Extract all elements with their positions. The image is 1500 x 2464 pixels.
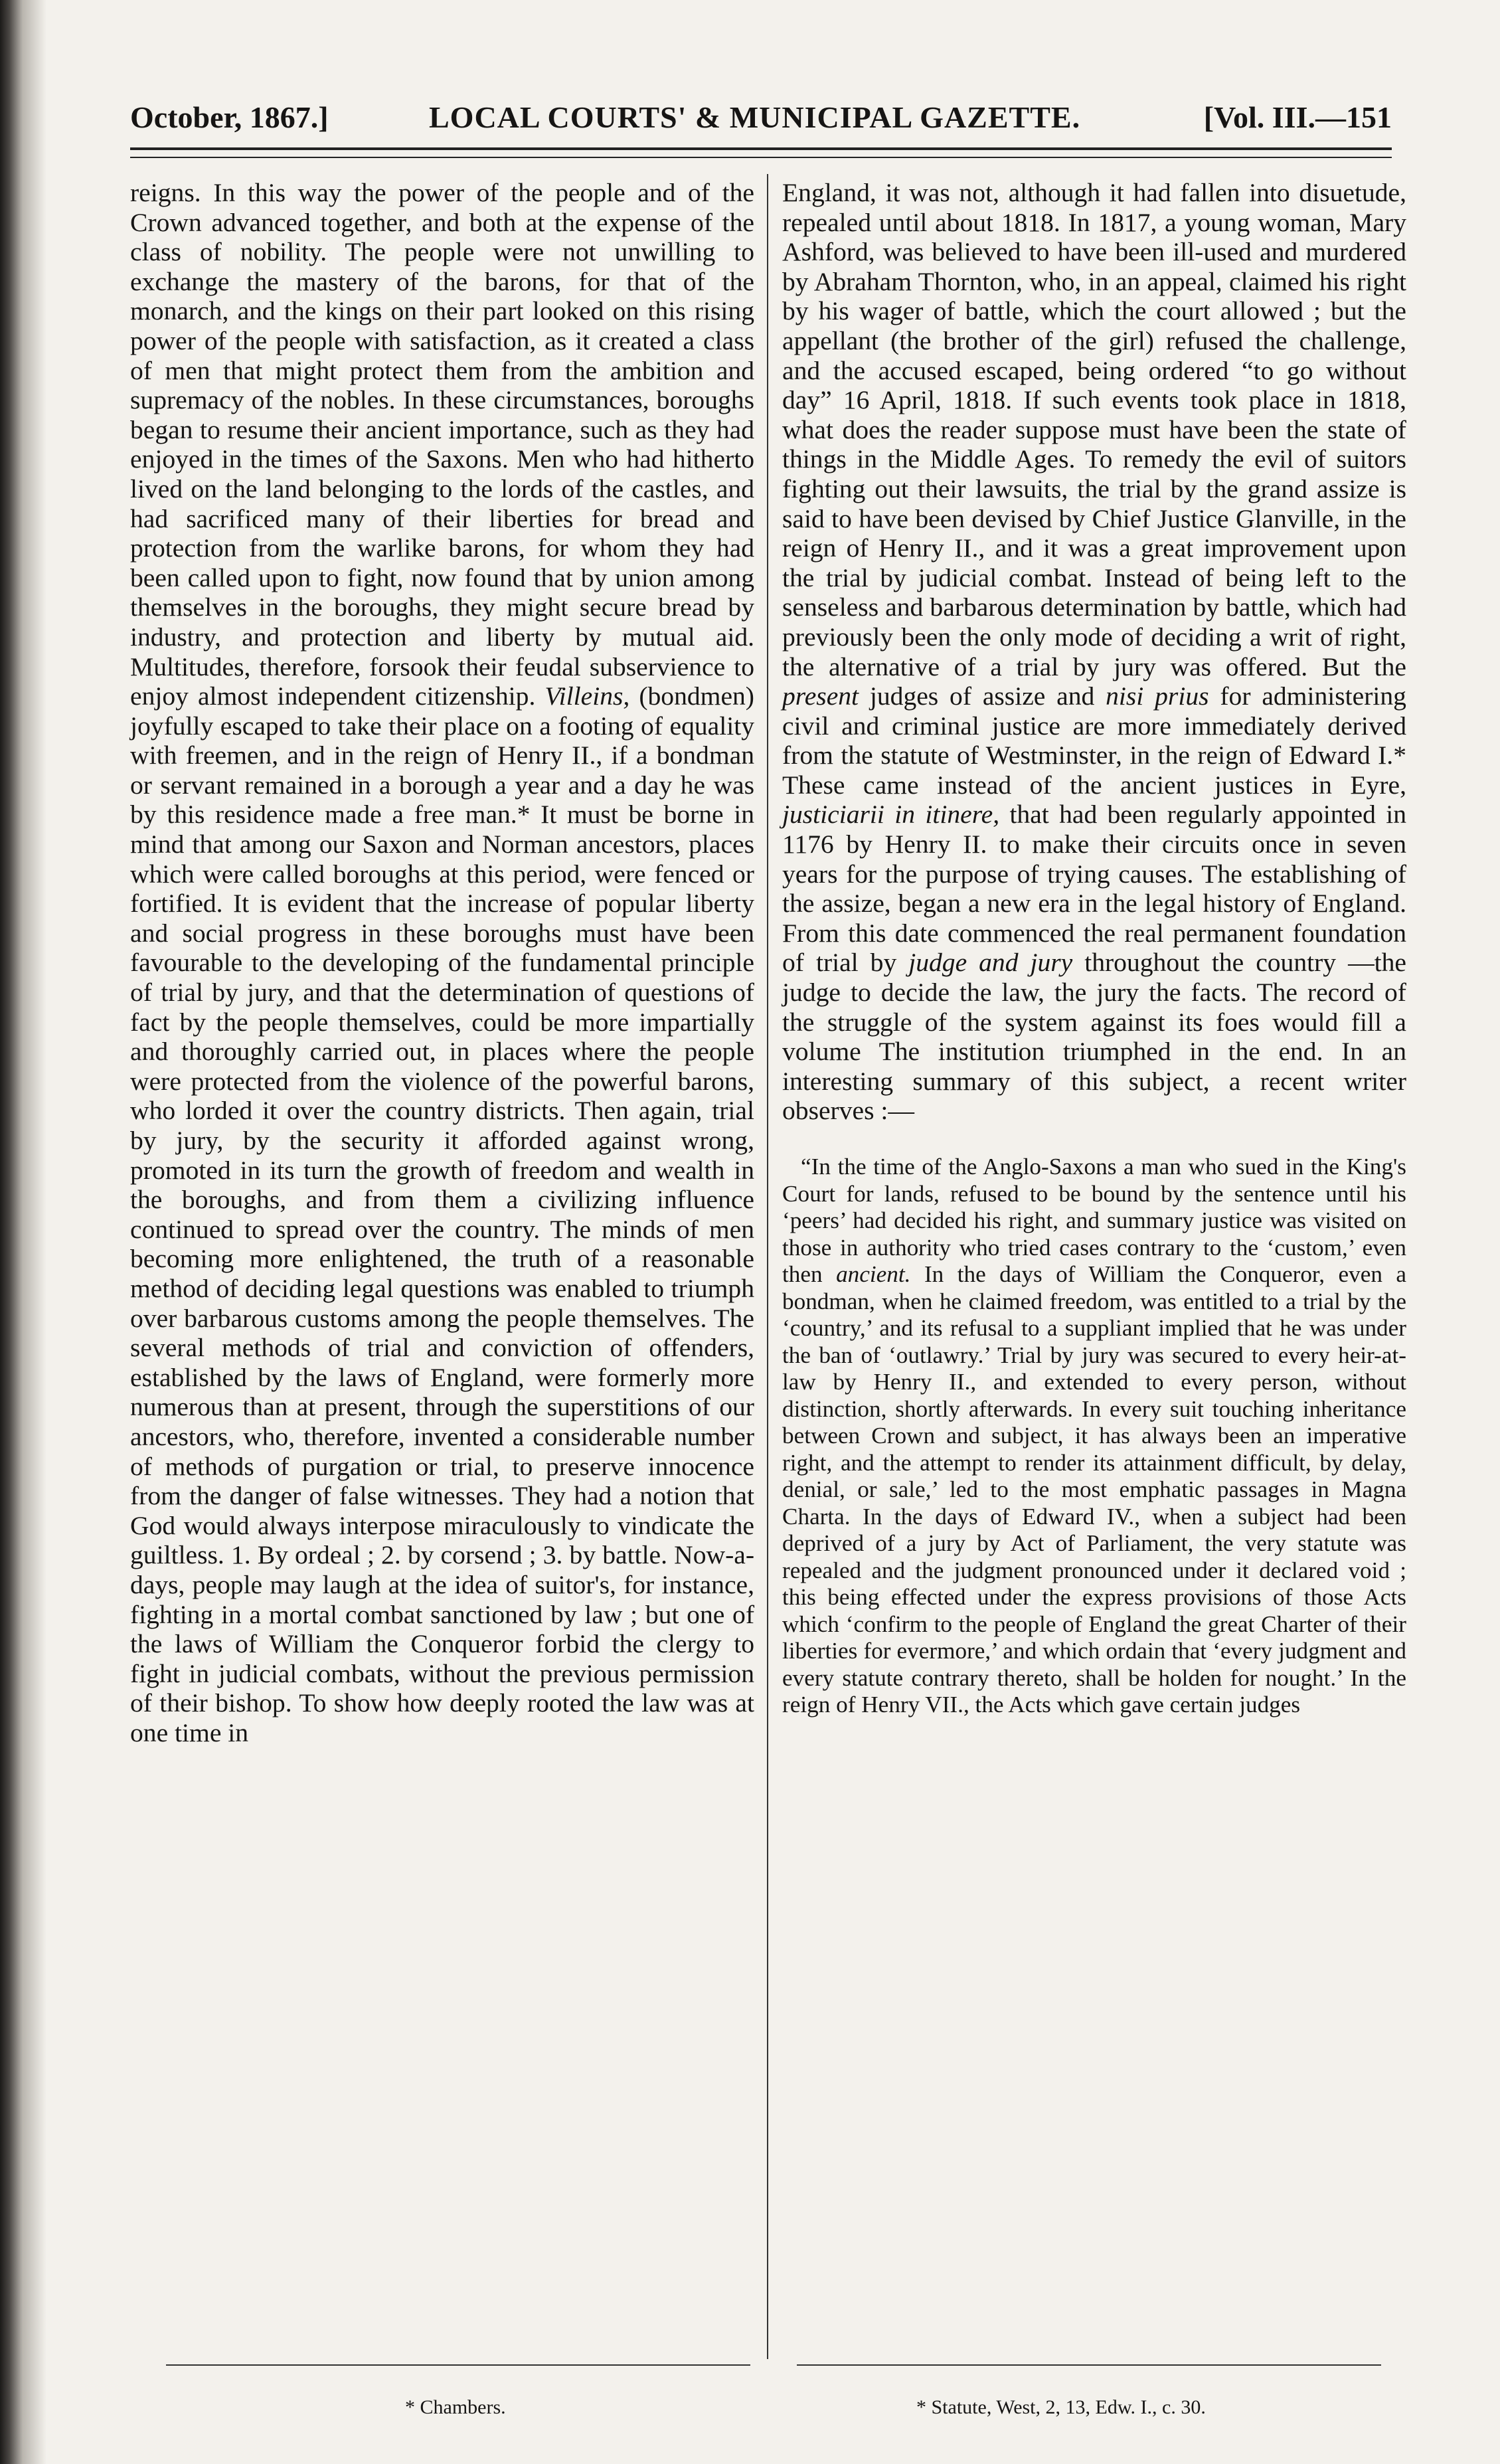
block-quote (782, 1154, 1406, 1719)
footnote-right: * Statute, West, 2, 13, Edw. I., c. 30. (916, 2396, 1206, 2418)
footnote-left: * Chambers. (405, 2396, 506, 2418)
header-volume: [Vol. III.—151 (1203, 100, 1392, 134)
right-text-c: for administering civil and criminal justice are more immediately derived from the statute of Westminster, in the reign of Edward I.* These came instead of the ancient justices in Eyre, (782, 681, 1406, 800)
left-text-2: (bondmen) joyfully escaped to take their place on a footing of equality with freemen, and in the reign of Henry II., if a bondman or servant remained in a borough a year and a day he was by this residence made a free man.* It must be borne in mind that among our Saxon and Norman ancestors, places which were called boroughs at this period, were fenced or fortified. It is evident that the increase of popular liberty and social progress in these boroughs must have been favourable to the developing of the fundamental principle of trial by jury, and that the determination of questions of fact by the people themselves, could be more impartially and thoroughly carried out, in places where the people were protected from the violence of the powerful barons, who lorded it over the country districts. Then again, trial by jury, by the security it afforded against wrong, promoted in its turn the growth of freedom and wealth in the boroughs, and from them a civilizing influence continued to spread over the country. The minds of men becoming more enlightened, the truth of a reasonable method of deciding legal questions was enabled to triumph over barbarous customs among the people themselves. The several methods of trial and conviction of offenders, established by the laws of England, were formerly more numerous than at present, through the superstitions of our ancestors, who, therefore, invented a considerable number of methods of purgation or trial, to preserve innocence from the danger of false witnesses. They had a notion that God would always interpose miraculously to vindicate the guiltless. 1. By ordeal ; 2. by corsend ; 3. by battle. Now-a-days, people may laugh at the idea of suitor's, for instance, fighting in a mortal combat sanctioned by law ; but one of the laws of William the Conqueror forbid the clergy to fight in judicial combats, without the previous permission of their bishop. To show how deeply rooted the law was at one time in (130, 681, 754, 1747)
quote-italic-ancient: ancient. (836, 1261, 911, 1287)
right-text-b: judges of assize and (869, 681, 1095, 711)
right-column (782, 178, 1406, 1719)
right-text-d: that had been regularly appointed in 1176 by Henry II. to make their circuits once in seven years for the purpose of trying causes. The establishing of the assize, began a new era in the legal history of England. From this date commenced the real permanent foundation of trial by (782, 800, 1406, 978)
right-text-e: throughout the country —the judge to decide the law, the jury the facts. The record of the struggle of the system against its foes would fill a volume The institution triumphed in the end. In an interesting summary of this subject, a recent writer observes :— (782, 948, 1406, 1126)
footnote-rule-left (166, 2364, 750, 2366)
right-italic-justiciarii: justiciarii in itinere, (782, 800, 1000, 830)
left-italic-villeins: Villeins, (544, 681, 630, 711)
left-paragraph (130, 178, 754, 1747)
right-italic-nisi-prius: nisi prius (1106, 681, 1209, 711)
quote-text-a: “In the time of the Anglo-Saxons a man who sued in the King's Court for lands, refused to be bound by the sentence until his ‘peers’ had decided his right, and summary justice was visited on those in authority who tried cases contrary to the ‘custom,’ even then (782, 1154, 1406, 1287)
quote-text-b: In the days of William the Conqueror, even a bondman, when he claimed freedom, was entitled to a trial by the ‘country,’ and its refusal to a suppliant implied that he was under the ban of ‘outlawry.’ Trial by jury was secured to every heir-at-law by Henry II., and extended to every person, without distinction, shortly afterwards. In every suit touching inheritance between Crown and subject, it has always been an imperative right, and the attempt to render its attainment difficult, by delay, denial, or sale,’ led to the most emphatic passages in Magna Charta. In the days of Edward IV., when a subject had been deprived of a jury by Act of Parliament, the very statute was repealed and the judgment pronounced under it declared void ; this being effected under the express provisions of those Acts which ‘confirm to the people of England the great Charter of their liberties for evermore,’ and which ordain that ‘every judgment and every statute contrary thereto, shall be holden for nought.’ In the reign of Henry VII., the Acts which gave certain judges (782, 1261, 1407, 1717)
right-italic-present: present (782, 681, 859, 711)
footnote-rule-right (797, 2364, 1381, 2366)
right-italic-judge-and-jury: judge and jury (908, 948, 1073, 978)
scan-edge (0, 0, 46, 2464)
column-divider (767, 174, 768, 2359)
header-rule (130, 147, 1392, 150)
header-date: October, 1867.] (130, 100, 329, 134)
header-title: LOCAL COURTS' & MUNICIPAL GAZETTE. (429, 100, 1081, 134)
header-rule-thin (130, 157, 1392, 158)
page-header (130, 100, 1392, 153)
right-paragraph (782, 178, 1406, 1126)
left-text-1: reigns. In this way the power of the people and of the Crown advanced together, and both at the expense of the class of nobility. The people were not unwilling to exchange the mastery of the barons, for that of the monarch, and the kings on their part looked on this rising power of the people with satisfaction, as it created a class of men that might protect them from the ambition and supremacy of the nobles. In these circumstances, boroughs began to resume their ancient importance, such as they had enjoyed in the times of the Saxons. Men who had hitherto lived on the land belonging to the lords of the castles, and had sacrificed many of their liberties for bread and protection from the warlike barons, for whom they had been called upon to fight, now found that by union among themselves in the boroughs, they might secure bread by industry, and protection and liberty by mutual aid. Multitudes, therefore, forsook their feudal subservience to enjoy almost independent citizenship. (130, 178, 754, 711)
left-column (130, 178, 754, 1747)
right-text-a: England, it was not, although it had fallen into disuetude, repealed until about 1818. In 1817, a young woman, Mary Ashford, was believed to have been ill-used and murdered by Abraham Thornton, who, in an appeal, claimed his right by his wager of battle, which the court allowed ; but the appellant (the brother of the girl) refused the challenge, and the accused escaped, being ordered “to go without day” 16 April, 1818. If such events took place in 1818, what does the reader suppose must have been the state of things in the Middle Ages. To remedy the evil of suitors fighting out their lawsuits, the trial by the grand assize is said to have been devised by Chief Justice Glanville, in the reign of Henry II., and it was a great improvement upon the trial by judicial combat. Instead of being left to the senseless and barbarous determination by battle, which had previously been the only mode of deciding a writ of right, the alternative of a trial by jury was offered. But the (782, 178, 1406, 681)
